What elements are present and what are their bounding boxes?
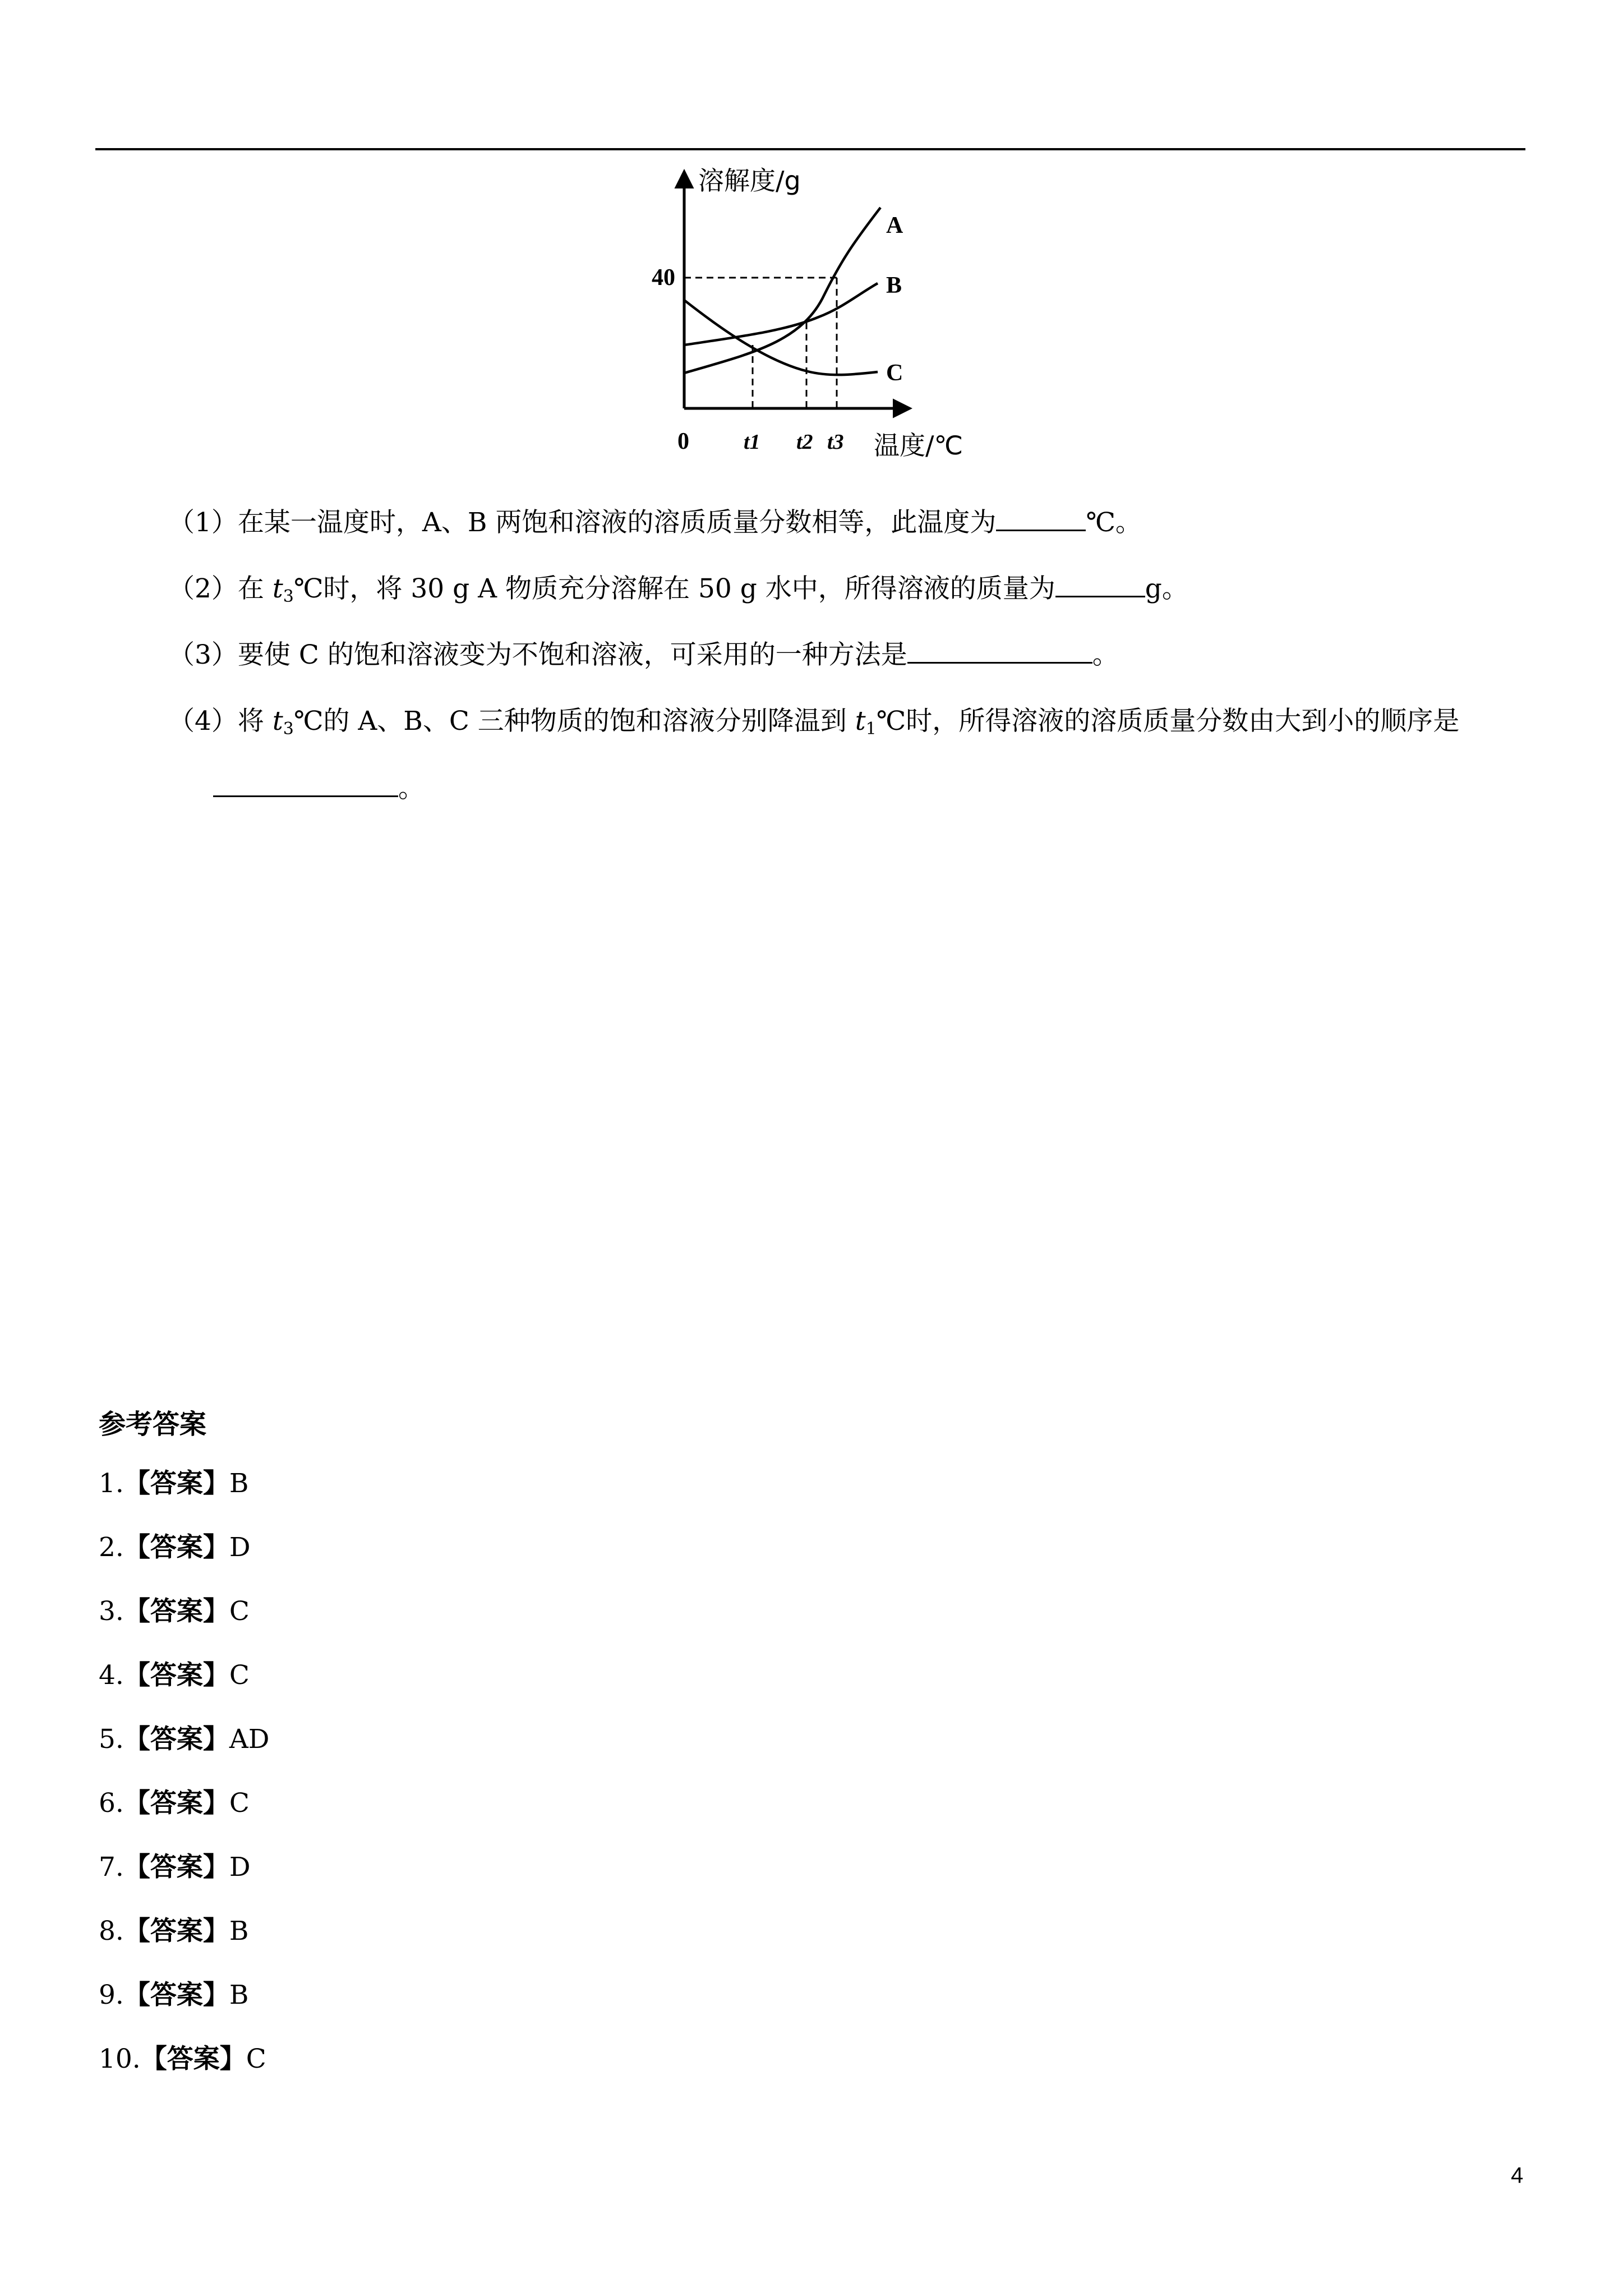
header-rule [95, 148, 1525, 150]
answer-number: 2. [99, 1532, 124, 1563]
question-text-pre: 将 [237, 706, 273, 737]
answer-label: 【答案】 [123, 1788, 229, 1819]
answer-label: 【答案】 [123, 1532, 229, 1563]
answer-item [99, 1595, 250, 1628]
question-4-continuation [213, 772, 425, 806]
answer-value: C [246, 2044, 266, 2074]
answer-item [99, 1978, 248, 2012]
x-axis-label: 温度/℃ [874, 430, 963, 461]
question-tail: 。 [398, 773, 425, 804]
answer-label: 【答案】 [123, 1724, 229, 1755]
x-tick-t1: t1 [744, 430, 760, 454]
x-tick-t3: t3 [827, 430, 844, 454]
page-number: 4 [1511, 2163, 1524, 2188]
y-tick-40: 40 [652, 265, 675, 291]
answer-label: 【答案】 [123, 1916, 229, 1947]
solubility-curve-chart [639, 163, 987, 477]
question-text-pre: 在 [237, 573, 273, 604]
answer-label: 【答案】 [123, 1980, 229, 2010]
temperature-subscript: 3 [283, 719, 294, 739]
question-text: ℃时，将 30 g A 物质充分溶解在 50 g 水中，所得溶液的质量为 [293, 573, 1055, 604]
answer-value: C [229, 1660, 250, 1691]
question-tail: ℃。 [1086, 507, 1142, 538]
answer-number: 10. [99, 2044, 141, 2074]
answer-item [99, 1723, 269, 1756]
answers-title: 参考答案 [99, 1409, 207, 1440]
question-text: 在某一温度时，A、B 两饱和溶液的溶质质量分数相等，此温度为 [237, 507, 997, 538]
question-4 [168, 705, 1459, 738]
origin-label: 0 [677, 429, 689, 454]
answer-blank[interactable] [907, 638, 1092, 664]
temperature-symbol: t [272, 573, 283, 604]
answer-item [99, 1467, 248, 1501]
answer-number: 6. [99, 1788, 124, 1819]
answer-number: 5. [99, 1724, 124, 1755]
question-tail: 。 [1092, 639, 1119, 670]
temperature-symbol: t [272, 706, 283, 737]
answer-value: C [229, 1788, 250, 1819]
answer-value: B [229, 1468, 249, 1499]
answer-value: C [229, 1596, 250, 1627]
answer-item [99, 1531, 251, 1565]
answer-number: 1. [99, 1468, 124, 1499]
answer-blank[interactable] [213, 772, 398, 797]
answer-value: D [229, 1532, 251, 1563]
curve-label-c: C [886, 360, 903, 386]
answer-number: 4. [99, 1660, 124, 1691]
x-tick-t2: t2 [796, 430, 813, 454]
question-number: （3） [168, 639, 238, 670]
answer-value: AD [229, 1724, 270, 1755]
question-tail: g。 [1145, 573, 1188, 604]
question-text-mid: ℃的 A、B、C 三种物质的饱和溶液分别降温到 [293, 706, 855, 737]
answer-label: 【答案】 [123, 1852, 229, 1883]
answer-number: 7. [99, 1852, 124, 1883]
answer-blank[interactable] [996, 506, 1086, 531]
answer-label: 【答案】 [123, 1660, 229, 1691]
answer-value: B [229, 1916, 249, 1947]
curve-label-a: A [886, 213, 903, 238]
answer-label: 【答案】 [140, 2044, 246, 2074]
question-number: （1） [168, 507, 238, 538]
answer-label: 【答案】 [123, 1468, 229, 1499]
solubility-figure [639, 163, 987, 477]
temperature-subscript: 3 [283, 587, 294, 606]
answer-item [99, 2042, 266, 2076]
question-number: （2） [168, 573, 238, 604]
question-2 [168, 572, 1188, 606]
answer-item [99, 1787, 250, 1820]
answer-label: 【答案】 [123, 1596, 229, 1627]
question-1 [168, 506, 1142, 540]
question-text: 要使 C 的饱和溶液变为不饱和溶液，可采用的一种方法是 [237, 639, 907, 670]
curve-label-b: B [886, 273, 902, 298]
answer-item [99, 1915, 248, 1948]
answer-number: 8. [99, 1916, 124, 1947]
answer-value: D [229, 1852, 251, 1883]
question-text: ℃时，所得溶液的溶质质量分数由大到小的顺序是 [876, 706, 1460, 737]
curve-a [684, 208, 880, 373]
question-3 [168, 638, 1119, 672]
curve-b [684, 283, 878, 345]
answer-number: 9. [99, 1980, 124, 2010]
temperature-symbol: t [855, 706, 866, 737]
answer-number: 3. [99, 1596, 124, 1627]
temperature-subscript: 1 [865, 719, 877, 739]
question-number: （4） [168, 706, 238, 737]
answer-item [99, 1851, 251, 1884]
y-axis-label: 溶解度/g [698, 165, 801, 196]
answer-blank[interactable] [1055, 572, 1145, 597]
answer-item [99, 1659, 250, 1692]
answer-value: B [229, 1980, 249, 2010]
